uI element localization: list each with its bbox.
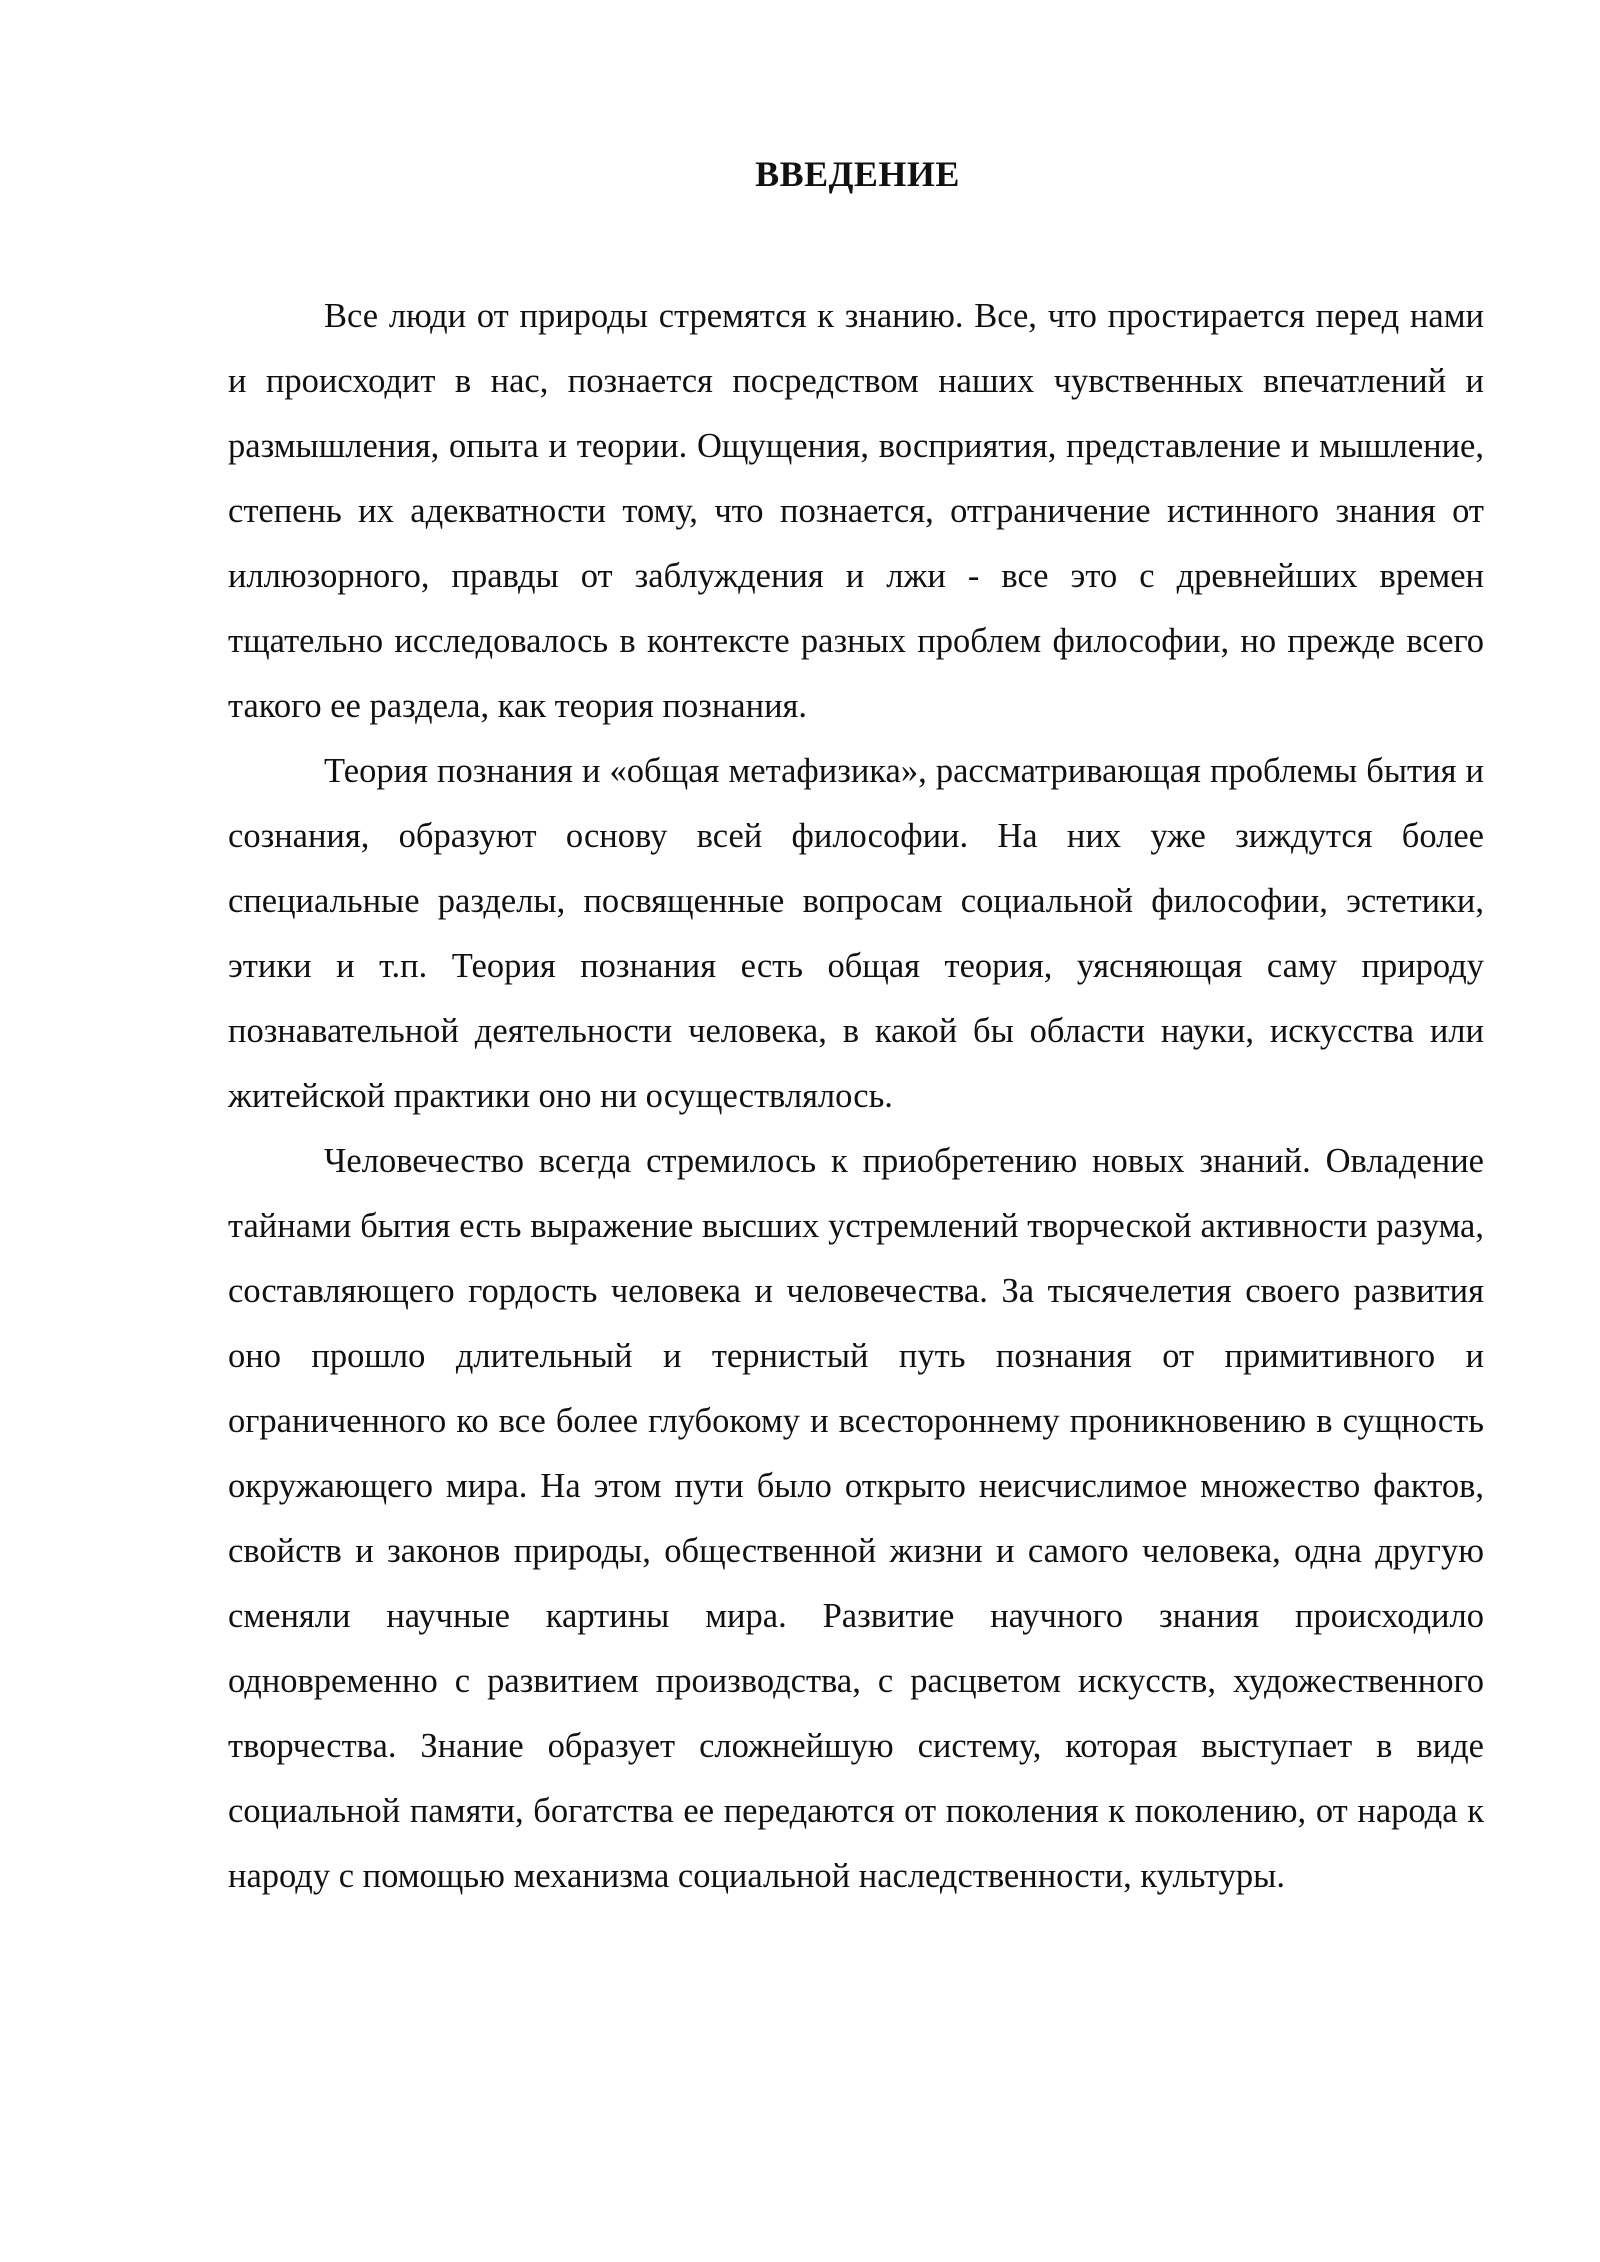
page-title: ВВЕДЕНИЕ <box>755 154 960 194</box>
paragraph-2: Теория познания и «общая метафизика», рассматривающая проблемы бытия и сознания, образуют основу всей философии. На них уже зиждутся более специальные разделы, посвященные вопросам социальной философии, эстетики, этики и т.п. Теория познания есть общая теория, уясняющая саму природу познавательной деятельности человека, в какой бы области науки, искусства или житейской практики оно ни осуществлялось. <box>228 752 1484 1115</box>
body-text <box>228 284 1484 1909</box>
paragraph-1: Все люди от природы стремятся к знанию. Все, что простирается перед нами и происходит в нас, познается посредством наших чувственных впечатлений и размышления, опыта и теории. Ощущения, восприятия, представление и мышление, степень их адекватности тому, что познается, отграничение истинного знания от иллюзорного, правды от заблуждения и лжи - все это с древнейших времен тщательно исследовалось в контексте разных проблем философии, но прежде всего такого ее раздела, как теория познания. <box>228 297 1484 725</box>
paragraph-3: Человечество всегда стремилось к приобретению новых знаний. Овладение тайнами бытия есть выражение высших устремлений творческой активности разума, составляющего гордость человека и человечества. За тысячелетия своего развития оно прошло длительный и тернистый путь познания от примитивного и ограниченного ко все более глубокому и всестороннему проникновению в сущность окружающего мира. На этом пути было открыто неисчислимое множество фактов, свойств и законов природы, общественной жизни и самого человека, одна другую сменяли научные картины мира. Развитие научного знания происходило одновременно с развитием производства, с расцветом искусств, художественного творчества. Знание образует сложнейшую систему, которая выступает в виде социальной памяти, богатства ее передаются от поколения к поколению, от народа к народу с помощью механизма социальной наследственности, культуры. <box>228 1142 1484 1895</box>
